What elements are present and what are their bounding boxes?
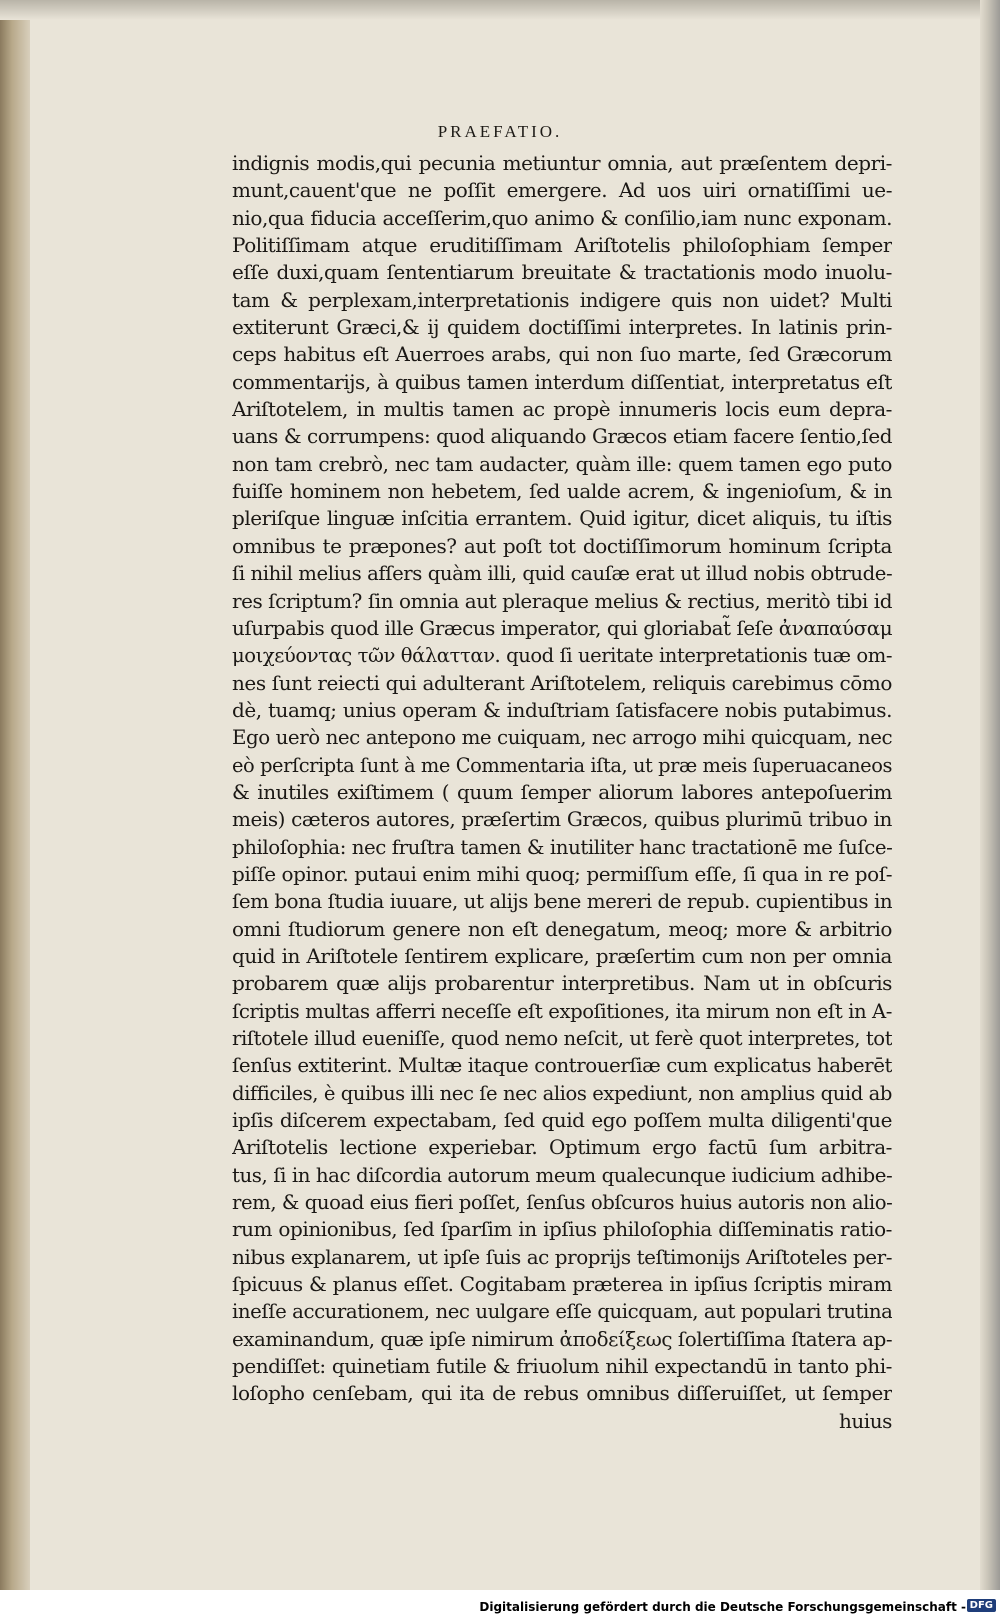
text-line: nio,qua fiducia acceſſerim,quo animo & conſilio,iam nunc exponam. [232,205,892,230]
text-line: pleriſque linguæ inſcitia errantem. Quid igitur, dicet aliquis, tu iſtis [232,506,892,531]
text-line: rum opinionibus, ſed ſparſim in ipſius philoſophia diſſeminatis ratio- [232,1217,892,1242]
text-line: eò perſcripta ſunt à me Commentaria iſta, ut præ meis ſuperuacaneos [232,752,893,777]
text-line: indignis modis,qui pecunia metiuntur omnia, aut præſentem depri- [232,151,892,175]
running-head: PRAEFATIO. [437,122,563,141]
text-line: commentarijs, à quibus tamen interdum diſſentiat, interpretatus eſt [232,369,892,394]
text-line: μοιχεύοντας τῶν θάλατταν. quod ſi ueritate interpretationis tuæ om- [232,643,893,668]
text-line: Ego uerò nec antepono me cuiquam, nec arrogo mihi quicquam, nec [232,725,893,750]
page-top-edge [0,0,1000,20]
text-line: extiterunt Græci,& ij quidem doctiſſimi interpretes. In latinis prin- [232,315,892,340]
text-line: Ariſtotelem, in multis tamen ac propè innumeris locis eum depra- [232,397,892,422]
text-line: tam & perplexam,interpretationis indigere quis non uidet? Multi [232,287,892,312]
text-line: riſtotele illud eueniſſe, quod nemo neſcit, ut ferè quot interpretes, tot [232,1026,892,1050]
text-line: uſurpabis quod ille Græcus imperator, qui gloriabat̃ ſeſe ἀναπαύσαμ [232,615,893,640]
text-line: dè, tuamq; unius operam & induſtriam ſatisfacere nobis putabimus. [232,697,892,722]
text-line: ineſſe accurationem, nec uulgare eſſe quicquam, aut populari trutina [232,1299,892,1324]
text-line: quid in Ariſtotele ſentirem explicare, præſertim cum non per omnia [232,943,892,968]
text-line: piſſe opinor. putaui enim mihi quoq; permiſſum eſſe, ſi qua in re poſ- [232,861,892,886]
text-line: fuiſſe hominem non hebetem, ſed ualde acrem, & ingenioſum, & in [232,479,892,504]
text-line: examinandum, quæ ipſe nimirum ἀποδείξεως ſolertiſſima ſtatera ap- [232,1326,893,1351]
text-line: ſcriptis multas afferri neceſſe eſt expoſitiones, ita mirum non eſt in A- [232,998,892,1023]
binding-edge [0,0,30,1590]
text-line: tus, ſi in hac diſcordia autorum meum qualecunque iudicium adhibe- [232,1162,892,1187]
text-line: philoſophia: nec fruſtra tamen & inutiliter hanc tractationē me ſuſce- [232,834,892,859]
text-line: ſi nihil melius afſers quàm illi, quid cauſæ erat ut illud nobis obtrude- [232,561,892,586]
text-line: ſem bona ſtudia iuuare, ut alijs bene mereri de repub. cupientibus in [232,889,893,914]
text-line: probarem quæ alijs probarentur interpretibus. Nam ut in obſcuris [232,971,892,996]
text-line: ipſis diſcerem expectabam, ſed quid ego poſſem multa diligenti'que [232,1108,892,1133]
text-line: res ſcriptum? ſin omnia aut pleraque melius & rectius, meritò tibi id [232,588,893,613]
text-line: munt,cauent'que ne poſſit emergere. Ad uos uiri ornatiſſimi ue- [232,178,892,203]
text-line: ceps habitus eſt Auerroes arabs, qui non ſuo marte, ſed Græcorum [232,342,892,367]
funding-credit: Digitalisierung gefördert durch die Deutsche Forschungsgemeinschaft - [479,1600,966,1614]
text-line: non tam crebrò, nec tam audacter, quàm ille: quem tamen ego puto [232,451,892,476]
text-line: uans & corrumpens: quod aliquando Græcos etiam facere ſentio,ſed [232,424,893,449]
text-line: nibus explanarem, ut ipſe ſuis ac proprijs teſtimonijs Ariſtoteles per- [232,1244,893,1269]
text-line: Politiſſimam atque eruditiſſimam Ariſtotelis philoſophiam ſemper [232,233,892,258]
text-line: ſenſus extiterint. Multæ itaque controuerſiæ cum explicatus haberēt [232,1053,893,1078]
dfg-logo: DFG [967,1599,996,1612]
text-line: rem, & quoad eius fieri poſſet, ſenſus obſcuros huius autoris non alio- [232,1190,892,1215]
text-line: omni ſtudiorum genere non eſt denegatum, meoq; more & arbitrio [232,916,892,941]
page-right-edge [980,0,1000,1590]
text-line: huius [838,1408,892,1433]
text-line: omnibus te præpones? aut poſt tot doctiſſimorum hominum ſcripta [232,533,892,558]
text-line: eſſe duxi,quam ſententiarum breuitate & tractationis modo inuolu- [232,260,892,285]
text-line: Ariſtotelis lectione experiebar. Optimum ergo factū ſum arbitra- [232,1135,892,1160]
text-line: nes ſunt reiecti qui adulterant Ariſtotelem, reliquis carebimus cōmo [232,670,892,695]
footer-bar [0,1590,1000,1623]
text-line: difficiles, è quibus illi nec ſe nec alios expediunt, non amplius quid ab [232,1080,892,1105]
text-line: & inutiles exiſtimem ( quum ſemper aliorum labores antepoſuerim [232,779,892,804]
text-line: loſopho cenſebam, qui ita de rebus omnibus diſſeruiſſet, ut ſemper [232,1381,892,1406]
text-line: pendiſſet: quinetiam futile & friuolum nihil expectandū in tanto phi- [232,1354,892,1379]
text-line: meis) cæteros autores, præſertim Græcos, quibus plurimū tribuo in [232,807,892,832]
body-text [232,150,892,1435]
text-line: ſpicuus & planus eſſet. Cogitabam præterea in ipſius ſcriptis miram [232,1272,892,1297]
